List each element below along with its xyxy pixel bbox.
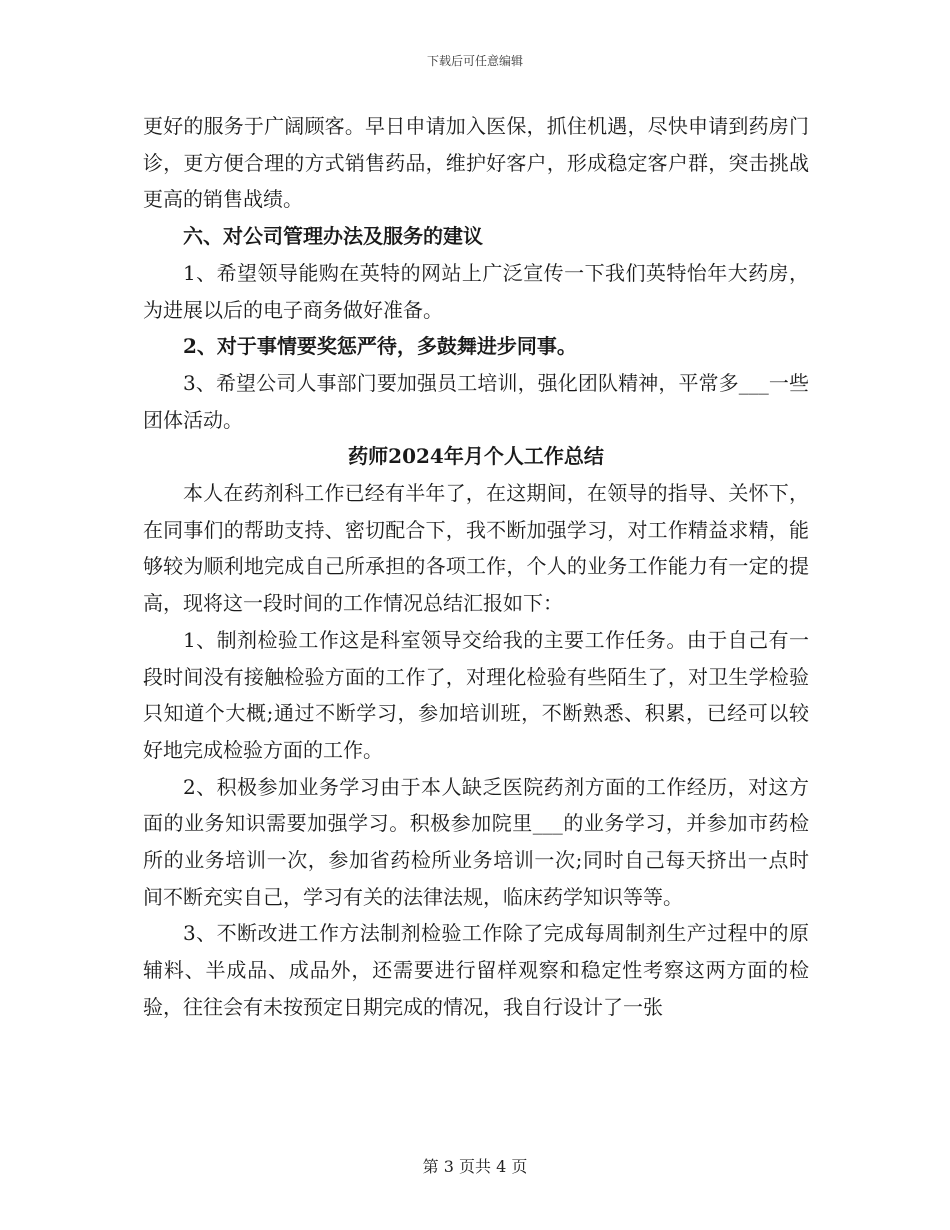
section-heading: 六、对公司管理办法及服务的建议 <box>183 224 483 249</box>
paragraph: 1、希望领导能购在英特的网站上广泛宣传一下我们英特怡年大药房，为进展以后的电子商务做好准备。 <box>143 260 809 322</box>
paragraph: 3、希望公司人事部门要加强员工培训，强化团队精神，平常多___一些团体活动。 <box>143 370 809 432</box>
page-header: 下载后可任意编辑 <box>426 54 523 68</box>
paragraph: 3、不断改进工作方法制剂检验工作除了完成每周制剂生产过程中的原辅料、半成品、成品外，还需要进行留样观察和稳定性考察这两方面的检验，往往会有未按预定日期完成的情况，我自行设计了一张 <box>143 921 809 1019</box>
document-body <box>143 108 809 1026</box>
paragraph: 1、制剂检验工作这是科室领导交给我的主要工作任务。由于自己有一段时间没有接触检验方面的工作了，对理化检验有些陌生了，对卫生学检验只知道个大概;通过不断学习，参加培训班，不断熟悉、积累，已经可以较好地完成检验方面的工作。 <box>143 627 809 762</box>
paragraph: 2、积极参加业务学习由于本人缺乏医院药剂方面的工作经历，对这方面的业务知识需要加强学习。积极参加院里___的业务学习，并参加市药检所的业务培训一次，参加省药检所业务培训一次;同时自己每天挤出一点时间不断充实自己，学习有关的法律法规，临床药学知识等等。 <box>143 774 809 909</box>
page-footer: 第 3 页共 4 页 <box>422 1157 528 1176</box>
bold-item: 2、对于事情要奖惩严待，多鼓舞进步同事。 <box>183 334 577 359</box>
document-title: 药师2024年月个人工作总结 <box>348 444 604 469</box>
paragraph: 更好的服务于广阔顾客。早日申请加入医保，抓住机遇，尽快申请到药房门诊，更方便合理的方式销售药品，维护好客户，形成稳定客户群，突击挑战更高的销售战绩。 <box>143 114 809 212</box>
paragraph: 本人在药剂科工作已经有半年了，在这期间，在领导的指导、关怀下，在同事们的帮助支持、密切配合下，我不断加强学习，对工作精益求精，能够较为顺利地完成自己所承担的各项工作，个人的业务工作能力有一定的提高，现将这一段时间的工作情况总结汇报如下： <box>143 481 809 616</box>
